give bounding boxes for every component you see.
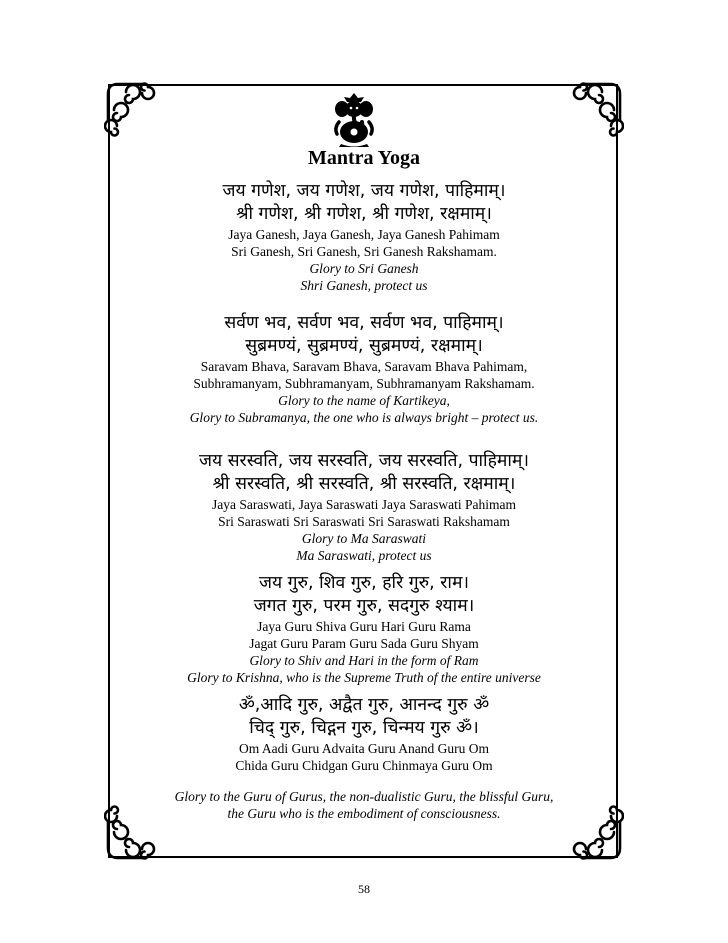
transliteration-line: Sri Ganesh, Sri Ganesh, Sri Ganesh Rakshamam.: [231, 244, 497, 259]
transliteration-line: Saravam Bhava, Saravam Bhava, Saravam Bhava Pahimam,: [200, 359, 528, 374]
devanagari-line: जय गणेश, जय गणेश, जय गणेश, पाहिमाम्।: [222, 181, 506, 201]
devanagari-line: सर्वण भव, सर्वण भव, सर्वण भव, पाहिमाम्।: [224, 313, 504, 333]
translation-line: Shri Ganesh, protect us: [300, 278, 428, 293]
translation-line: Glory to Krishna, who is the Supreme Truth of the entire universe: [187, 670, 541, 685]
transliteration-line: Jaya Saraswati, Jaya Saraswati Jaya Saraswati Pahimam: [211, 497, 517, 512]
page-title: Mantra Yoga: [307, 147, 421, 169]
corner-ornament-top-left-icon: [104, 80, 164, 140]
devanagari-line: ॐ,आदि गुरु, अद्वैत गुरु, आनन्द गुरु ॐ: [238, 695, 490, 715]
devanagari-line: सुब्रमण्यं, सुब्रमण्यं, सुब्रमण्यं, रक्षमाम्।: [245, 336, 483, 356]
stanza-saraswati: [0, 450, 728, 564]
stanza-guru: [0, 572, 728, 686]
stanza-adi-guru: [0, 694, 728, 822]
translation-line: Glory to the name of Kartikeya,: [278, 393, 450, 408]
corner-ornament-top-right-icon: [564, 80, 624, 140]
translation-line: the Guru who is the embodiment of consciousness.: [227, 806, 501, 821]
page-number: 58: [358, 882, 370, 896]
stanza-ganesh: [0, 180, 728, 294]
translation-line: Glory to Shiv and Hari in the form of Ram: [249, 653, 479, 668]
devanagari-line: चिद् गुरु, चिद्गन गुरु, चिन्मय गुरु ॐ।: [249, 718, 479, 738]
devanagari-line: श्री गणेश, श्री गणेश, श्री गणेश, रक्षमाम्।: [236, 204, 492, 224]
transliteration-line: Sri Saraswati Sri Saraswati Sri Saraswati Rakshamam: [218, 514, 510, 529]
translation-line: Glory to the Guru of Gurus, the non-dualistic Guru, the blissful Guru,: [174, 789, 554, 804]
devanagari-line: श्री सरस्वति, श्री सरस्वति, श्री सरस्वति, रक्षमाम्।: [212, 474, 516, 494]
devanagari-line: जय गुरु, शिव गुरु, हरि गुरु, राम।: [258, 573, 470, 593]
devanagari-line: जगत गुरु, परम गुरु, सदगुरु श्याम।: [253, 596, 475, 616]
transliteration-line: Subhramanyam, Subhramanyam, Subhramanyam Rakshamam.: [193, 376, 535, 391]
translation-line: Ma Saraswati, protect us: [296, 548, 432, 563]
stanza-subramanya: [0, 312, 728, 426]
transliteration-line: Chida Guru Chidgan Guru Chinmaya Guru Om: [235, 758, 493, 773]
translation-line: Glory to Subramanya, the one who is always bright – protect us.: [189, 410, 539, 425]
devanagari-line: जय सरस्वति, जय सरस्वति, जय सरस्वति, पाहिमाम्।: [199, 451, 529, 471]
transliteration-line: Jaya Guru Shiva Guru Hari Guru Rama: [257, 619, 471, 634]
transliteration-line: Jaya Ganesh, Jaya Ganesh, Jaya Ganesh Pahimam: [228, 227, 500, 242]
transliteration-line: Om Aadi Guru Advaita Guru Anand Guru Om: [238, 741, 490, 756]
translation-line: Glory to Ma Saraswati: [301, 531, 427, 546]
translation-line: Glory to Sri Ganesh: [309, 261, 419, 276]
ganesh-icon: [333, 92, 375, 148]
transliteration-line: Jagat Guru Param Guru Sada Guru Shyam: [249, 636, 479, 651]
